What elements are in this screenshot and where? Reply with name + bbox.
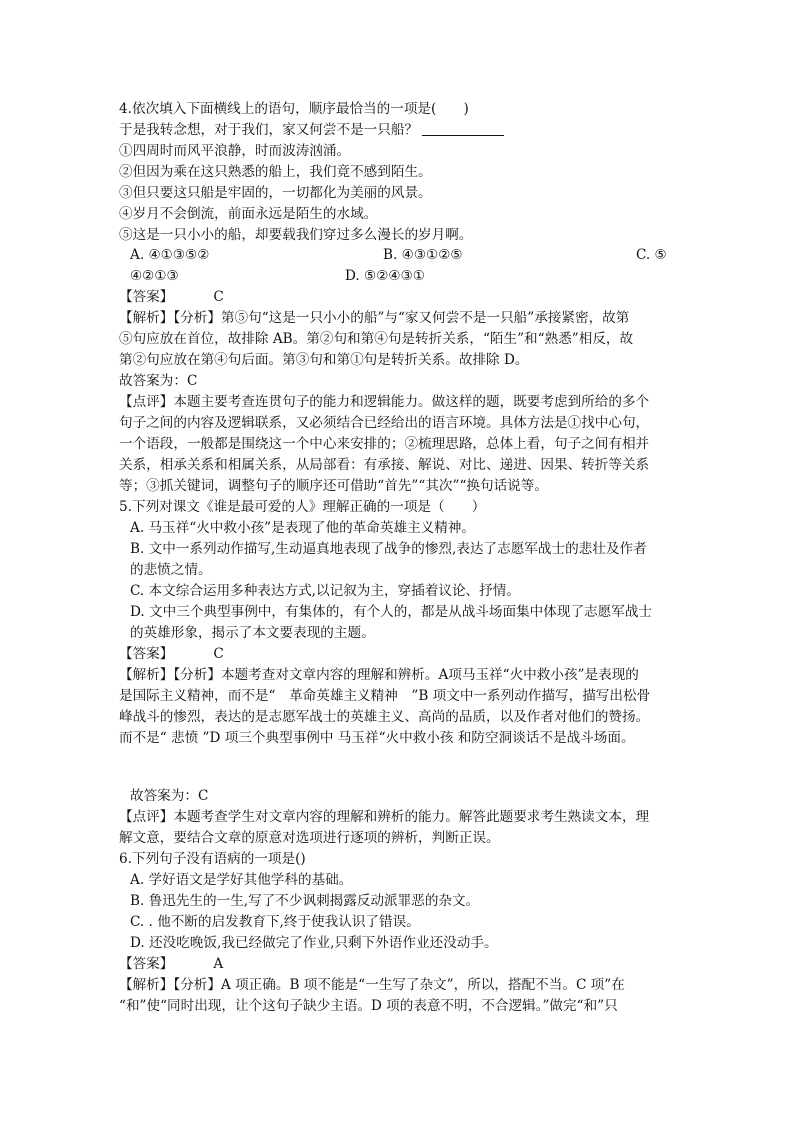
q5-answer-label: 【答案】 [119, 646, 174, 662]
q4-blank-line [422, 135, 504, 136]
q6-option-c: C. . 他不断的启发教育下,终于使我认识了错误。 [130, 914, 420, 930]
q4-stem: 4.依次填入下面横线上的语句，顺序最恰当的一项是( ) [119, 101, 469, 117]
q5-analysis-line-4: 而不是“ 悲愤 ”D 项三个典型事例中 马玉祥“火中救小孩 和防空洞谈话不是战斗场面。 [119, 730, 635, 746]
q4-answer-label: 【答案】 [119, 289, 174, 305]
q4-comment-line-4: 关系，相承关系和相属关系，从局部看：有承接、解说、对比、递进、因果、转折等关系 [119, 457, 650, 473]
q6-option-d: D. 还没吃晚饭,我已经做完了作业,只剩下外语作业还没动手。 [130, 935, 498, 951]
q4-comment-line-2: 句子之间的内容及逻辑联系，又必须结合已经给出的语言环境。具体方法是①找中心句， [119, 415, 650, 431]
q4-analysis-line-1: 【解析】【分析】第⑤句“这是一只小小的船”与“家又何尝不是一只船”承接紧密，故第 [119, 310, 630, 326]
q6-option-b: B. 鲁迅先生的一生,写了不少讽刺揭露反动派罪恶的杂文。 [130, 893, 480, 909]
q4-result: 故答案为：C [119, 373, 198, 389]
q4-sentence-3: ③但只要这只船是牢固的，一切都化为美丽的风景。 [119, 185, 432, 201]
q5-stem: 5.下列对课文《谁是最可爱的人》理解正确的一项是（ ） [119, 499, 486, 515]
q4-comment-line-5: 等；③抓关键词，调整句子的顺序还可借助“首先”“其次”“换句话说等。 [119, 478, 548, 494]
q6-answer-label: 【答案】 [119, 956, 174, 972]
q6-stem: 6.下列句子没有语病的一项是() [119, 851, 306, 867]
q4-prompt [119, 120, 504, 141]
q4-option-c-cont: ④②①③ [130, 268, 179, 284]
q4-answer-value: C [213, 289, 224, 305]
q4-answer [119, 287, 224, 308]
q5-option-d-line-2: 的英雄形象，揭示了本文要表现的主题。 [130, 625, 375, 641]
q5-analysis-line-3: 峰战斗的惨烈，表达的是志愿军战士的英雄主义、高尚的品质，以及作者对他们的赞扬。 [119, 709, 650, 725]
q4-analysis-line-3: 第②句应放在第④句后面。第③句和第①句是转折关系。故排除 D。 [119, 352, 529, 368]
q6-answer-value: A [213, 956, 224, 972]
q5-answer-value: C [213, 646, 224, 662]
q5-analysis-line-2: 是国际主义精神，而不是“ 革命英雄主义精神 ”B 项文中一系列动作描写，描写出松骨 [119, 688, 651, 704]
q4-option-c: C. ⑤ [636, 247, 667, 263]
q5-comment-line-1: 【点评】本题考查学生对文章内容的理解和辨析的能力。解答此题要求考生熟读文本，理 [119, 809, 650, 825]
q4-option-a: A. ④①③⑤② [130, 247, 210, 263]
q4-prompt-text: 于是我转念想，对于我们，家又何尝不是一只船？ [119, 122, 419, 138]
q5-option-b-line-2: 的悲愤之情。 [130, 562, 212, 578]
q5-comment-line-2: 解文意，要结合文章的原意对选项进行逐项的辨析，判断正误。 [119, 830, 500, 846]
q5-answer [119, 644, 224, 665]
q5-option-b-line-1: B. 文中一系列动作描写,生动逼真地表现了战争的惨烈,表达了志愿军战士的悲壮及作者 [130, 541, 647, 557]
q6-analysis-line-1: 【解析】【分析】A 项正确。B 项不能是“一生写了杂文”，所以，搭配不当。C 项”在 [119, 977, 625, 993]
q4-sentence-2: ②但因为乘在这只熟悉的船上，我们竟不感到陌生。 [119, 164, 432, 180]
q4-sentence-1: ①四周时而风平浪静，时而波涛汹涌。 [119, 143, 351, 159]
q4-option-d: D. ⑤②④③① [345, 268, 425, 284]
q4-comment-line-1: 【点评】本题主要考查连贯句子的能力和逻辑能力。做这样的题，既要考虑到所给的多个 [119, 394, 650, 410]
q4-sentence-4: ④岁月不会倒流，前面永远是陌生的水域。 [119, 206, 378, 222]
q6-analysis-line-2: “和”使“同时出现，让个这句子缺少主语。D 项的表意不明，不合逻辑。”做完“和”只 [119, 998, 618, 1014]
q5-option-c: C. 本文综合运用多种表达方式,以记叙为主，穿插着议论、抒情。 [130, 583, 520, 599]
q5-option-d-line-1: D. 文中三个典型事例中，有集体的，有个人的，都是从战斗场面集中体现了志愿军战士 [130, 604, 653, 620]
q5-analysis-line-1: 【解析】【分析】本题考查对文章内容的理解和辨析。A项马玉祥“火中救小孩”是表现的 [119, 667, 639, 683]
q5-result: 故答案为：C [130, 788, 209, 804]
q4-comment-line-3: 一个语段，一般都是围绕这一个中心来安排的；②梳理思路，总体上看，句子之间有相并 [119, 436, 650, 452]
q6-answer [119, 954, 223, 975]
q6-option-a: A. 学好语文是学好其他学科的基础。 [130, 872, 353, 888]
q4-analysis-line-2: ⑤句应放在首位，故排除 AB。第②句和第④句是转折关系，“陌生”和“熟悉”相反，故 [119, 331, 634, 347]
q5-option-a: A. 马玉祥“火中救小孩”是表现了他的革命英雄主义精神。 [130, 520, 476, 536]
q4-sentence-5: ⑤这是一只小小的船，却要载我们穿过多么漫长的岁月啊。 [119, 227, 473, 243]
q4-option-b: B. ④③①②⑤ [383, 247, 463, 263]
